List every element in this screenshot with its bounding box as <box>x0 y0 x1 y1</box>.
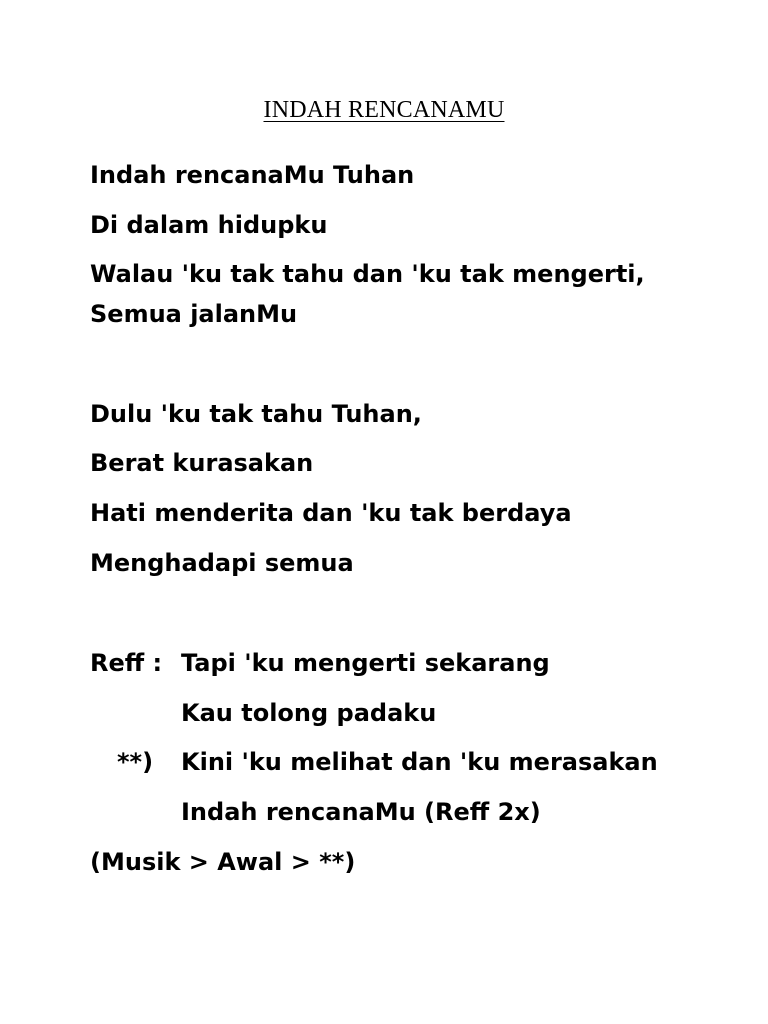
lyric-line: Menghadapi semua <box>90 549 354 577</box>
closing-note: (Musik > Awal > **) <box>90 848 356 876</box>
lyric-line: Indah rencanaMu Tuhan <box>90 161 415 189</box>
reff-line: Kau tolong padaku <box>181 699 437 727</box>
lyric-line: Semua jalanMu <box>90 300 298 328</box>
lyric-line: Di dalam hidupku <box>90 211 328 239</box>
lyric-line: Walau 'ku tak tahu dan 'ku tak mengerti, <box>90 260 645 288</box>
reff-line: Kini 'ku melihat dan 'ku merasakan <box>181 748 658 776</box>
reff-line: Indah rencanaMu (Reff 2x) <box>181 798 541 826</box>
repeat-marker: **) <box>117 748 154 776</box>
reff-label: Reff : <box>90 649 163 677</box>
lyric-line: Dulu 'ku tak tahu Tuhan, <box>90 400 422 428</box>
reff-line: Tapi 'ku mengerti sekarang <box>181 649 550 677</box>
song-title: INDAH RENCANAMU <box>263 97 505 123</box>
lyric-line: Hati menderita dan 'ku tak berdaya <box>90 499 572 527</box>
lyric-line: Berat kurasakan <box>90 449 314 477</box>
